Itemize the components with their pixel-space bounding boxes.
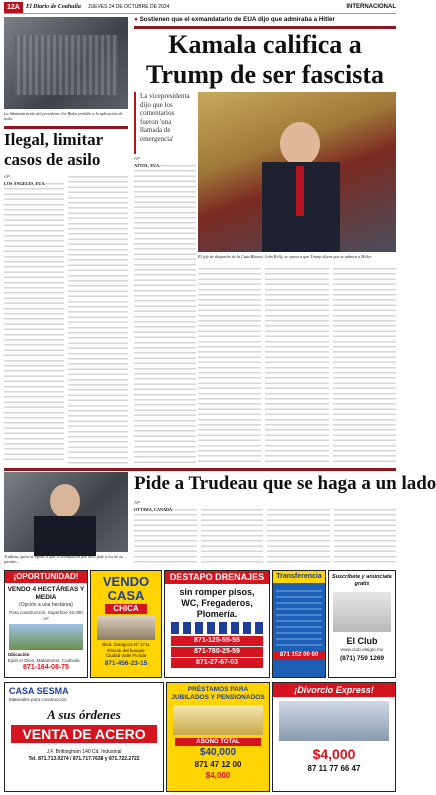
left-story-byline: AP (4, 174, 11, 179)
bottom-photo-caption: Trudeau, quien se opone a que lo reemplacen por otro, pide a los de su partido... (4, 554, 124, 564)
ad-destapo-phone3: 871-27-67-03 (171, 658, 263, 668)
ad-vendo-phone: 871-456-23-15 (104, 659, 148, 667)
bottom-column-1 (134, 507, 197, 565)
ad-destapo-sub3: Plomería. (196, 609, 238, 619)
ad-casa-sesma[interactable] (4, 682, 164, 792)
ad-sesma-brand: CASA SESMA (9, 686, 69, 696)
ad-sesma-address: J.F. Brittingham 140 Cd. Industrial (46, 749, 122, 755)
ad-destapo-graphic (171, 622, 263, 634)
ad-destapo-title: DESTAPO DRENAJES (165, 571, 269, 584)
ad-oportunidad-note: (Opción a una hectárea) (19, 602, 73, 608)
ad-prestamos[interactable] (166, 682, 270, 792)
ad-divorcio-amount: $4,000 (312, 746, 356, 762)
ad-oportunidad-phone: 871-164-08-75 (23, 664, 69, 671)
bottom-column-3 (267, 507, 330, 565)
ad-sesma-sub: Materiales para construcción (9, 697, 67, 702)
ad-transferencia-phone: 871 152 00 00 (273, 651, 325, 660)
ad-transferencia[interactable] (272, 570, 326, 678)
bottom-columns (134, 507, 396, 565)
trudeau-photo (4, 472, 128, 552)
ad-sesma-tagline1: A sus órdenes (47, 707, 121, 722)
ad-prestamos-photo (173, 705, 263, 735)
ad-vendo-line1: VENDO (102, 574, 150, 589)
ad-divorcio-title: ¡Divorcio Express! (273, 683, 395, 697)
ad-oportunidad-location-label: Ubicación (8, 652, 30, 657)
lead-headline (134, 30, 396, 90)
ad-vendo-line2: CASA (107, 588, 145, 603)
ad-oportunidad-photo (9, 624, 83, 650)
ad-suscribete-phone: (871) 759 1269 (339, 655, 385, 662)
ad-divorcio[interactable] (272, 682, 396, 792)
ad-suscribete-title: Suscríbete y anúnciate gratis (332, 574, 392, 587)
lead-photo-caption: El jefe de despacho de la Casa Blanca, John Kelly, se opuso a que Trump dijera que se admira a Hitler. (198, 254, 372, 259)
ad-vendo-address2: Rincón del bosque (107, 647, 145, 653)
bottom-headline: Pide a Trudeau que se haga a un lado (134, 473, 436, 494)
left-story-column-2 (68, 174, 128, 464)
ad-oportunidad[interactable] (4, 570, 88, 678)
ad-divorcio-photo (279, 701, 389, 741)
lead-pull-quote: La vicepresidenta dijo que los comentarios fueron 'una llamada de emergencia' (134, 92, 192, 154)
lead-kicker-row (134, 15, 396, 25)
border-wall-photo (4, 17, 128, 109)
ad-vendo-address3: Ciudad Valle Florida (105, 653, 147, 658)
lead-headline-line2: Trump de ser fascista (145, 60, 385, 89)
bottom-column-4 (334, 507, 397, 565)
lead-column-4 (333, 266, 396, 464)
ad-suscribete[interactable] (328, 570, 396, 678)
publication-name: El Diario de Coahuila (26, 4, 81, 10)
ad-destapo-phone1: 871-125-55-55 (171, 636, 263, 646)
bottom-byline: AP (134, 500, 141, 505)
lead-column-3 (265, 266, 328, 464)
bottom-column-2 (201, 507, 264, 565)
ad-divorcio-phone: 87 11 77 66 47 (307, 764, 361, 773)
ad-suscribete-photo (333, 592, 391, 632)
ad-prestamos-amount: $4,000 (205, 771, 231, 780)
ad-transferencia-title: Transferencia (273, 571, 325, 583)
ad-destapo[interactable] (164, 570, 270, 678)
ad-prestamos-phone: 871 47 12 00 (194, 760, 242, 769)
lead-dateline: ATTOL, EUA.- (134, 163, 162, 168)
left-dateline: LOS ÁNGELES, EUA.- (4, 181, 47, 186)
lead-byline: AP (134, 156, 141, 161)
ad-oportunidad-subtitle: VENDO 4 HECTÁREAS Y MEDIA (7, 586, 85, 601)
left-photo-caption: La Administración del presidente Joe Biden prohíbe a la aplicación de asilo. (4, 111, 123, 121)
left-headline-line1: Ilegal, limitar (4, 130, 104, 149)
lead-column-2 (198, 266, 261, 464)
ad-destapo-sub1: sin romper pisos, (179, 587, 255, 597)
left-story-headline (4, 130, 128, 172)
photo-figure-suit-2 (34, 516, 96, 556)
ad-suscribete-brand: El Club (346, 636, 378, 646)
issue-date: JUEVES 24 DE OCTUBRE DE 2024 (88, 4, 170, 10)
left-headline-line2: casos de asilo (4, 150, 101, 169)
kicker-bullet-icon: ● (134, 16, 138, 23)
photo-figure-head-2 (50, 484, 80, 518)
ad-sesma-tagline2: VENTA DE ACERO (11, 725, 157, 743)
ad-vendo-house-photo (97, 616, 155, 640)
page-number: 12A (4, 2, 23, 13)
page-header (4, 2, 396, 14)
ad-oportunidad-title: ¡OPORTUNIDAD! (5, 571, 87, 583)
ad-destapo-sub2: WC, Fregaderos, (181, 598, 253, 608)
ad-vendo-address: Blvd. Zaragoza Nº 3711 (102, 642, 150, 647)
lead-lower-columns (198, 266, 396, 464)
ad-sesma-phones: Tel. 871.713.0274 / 871.717.7638 y 871.722.2722 (28, 756, 140, 762)
left-story-rule (4, 126, 128, 129)
ad-suscribete-web: www.club.elsiglo.mx (340, 648, 384, 653)
lead-column-1 (134, 163, 196, 464)
section-name: INTERNACIONAL (346, 4, 396, 10)
left-story-column-1 (4, 181, 64, 464)
ad-oportunidad-price: Para construcción. Superficie 45,000 m² (9, 610, 83, 621)
ad-prestamos-abono: ABONO TOTAL (175, 738, 261, 746)
lead-headline-line1: Kamala califica a (168, 30, 362, 59)
bottom-dateline: OTTAWA, CANADÁ.- (134, 507, 175, 512)
ad-vendo-casa[interactable] (90, 570, 162, 678)
lead-photo (198, 92, 396, 252)
lead-kicker: Sostienen que el exmandatario de EUA dijo que admiraba a Hitler (139, 16, 335, 23)
photo-figure-head (280, 122, 320, 166)
ad-oportunidad-location: Ejido el Olivo, Matamoros, Coahuila. (8, 657, 81, 663)
ad-destapo-phone2: 871-780-25-59 (171, 647, 263, 657)
ad-prestamos-title: PRÉSTAMOS PARA JUBILADOS Y PENSIONADOS (171, 686, 265, 701)
ad-prestamos-abono-amount: $40,000 (199, 747, 237, 758)
lead-rule (134, 26, 396, 29)
bottom-story-rule (4, 468, 396, 471)
ad-vendo-line3: CHICA (105, 604, 147, 614)
photo-figure-tie (296, 166, 304, 216)
ad-transferencia-list (276, 586, 322, 648)
